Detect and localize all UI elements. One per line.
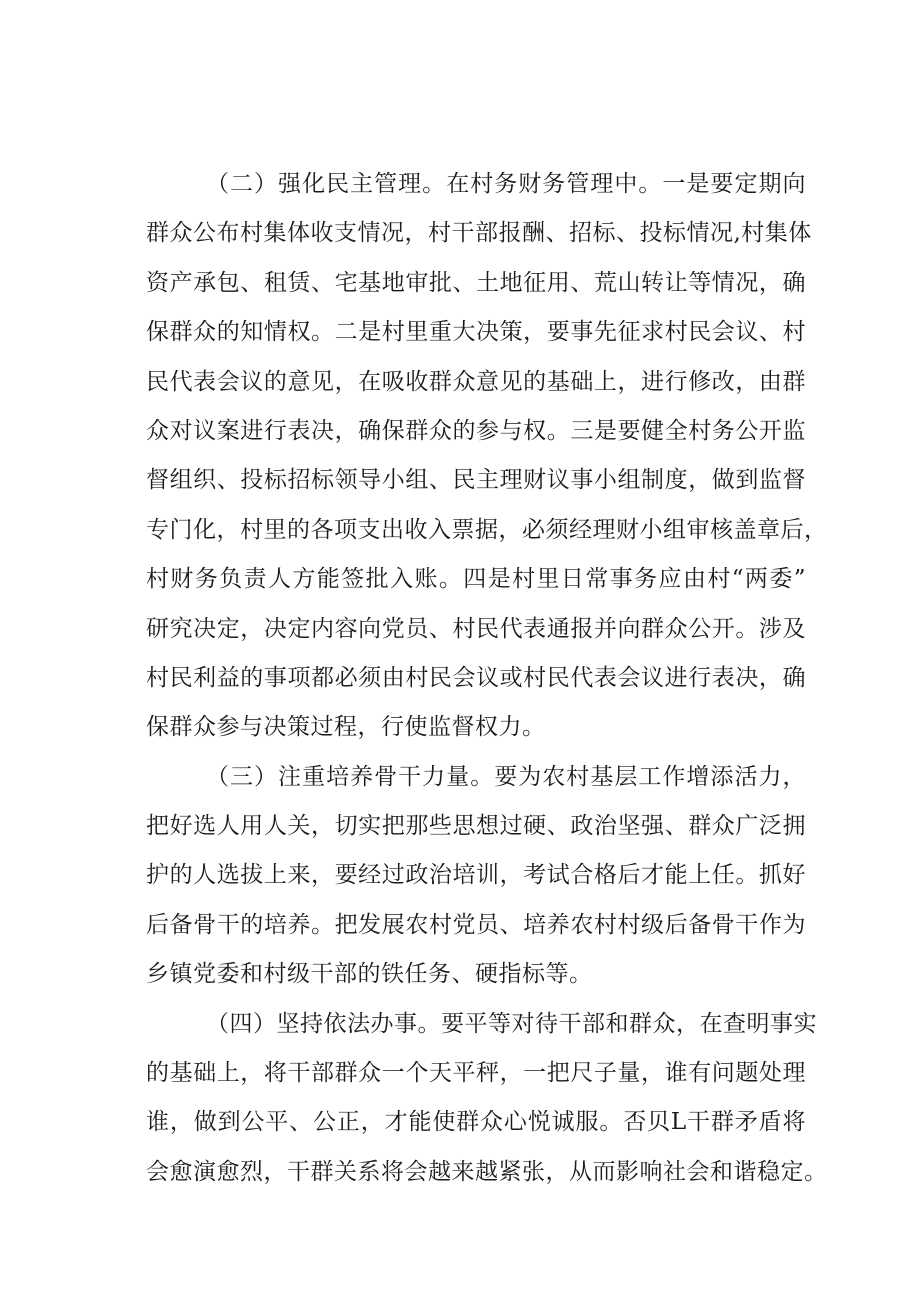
text-line: 后备骨干的培养。把发展农村党员、培养农村村级后备骨干作为 bbox=[146, 911, 806, 938]
text-line: 把好选人用人关，切实把那些思想过硬、政治坚强、群众广泛拥 bbox=[146, 813, 806, 840]
text-line: 督组织、投标招标领导小组、民主理财议事小组制度，做到监督 bbox=[146, 467, 806, 494]
text-line: （四）坚持依法办事。要平等对待干部和群众，在查明事实 bbox=[206, 1010, 817, 1037]
text-line: 村民利益的事项都必须由村民会议或村民代表会议进行表决，确 bbox=[146, 664, 806, 691]
text-line: 民代表会议的意见，在吸收群众意见的基础上，进行修改，由群 bbox=[146, 368, 806, 395]
paragraph-act-according-to-law bbox=[146, 1000, 828, 1198]
text-line: 群众公布村集体收支情况，村干部报酬、招标、投标情况,村集体 bbox=[146, 220, 812, 247]
text-line: 村财务负责人方能签批入账。四是村里日常事务应由村“两委” bbox=[146, 566, 806, 593]
text-line: 谁，做到公平、公正，才能使群众心悦诚服。否贝L干群矛盾将 bbox=[146, 1109, 806, 1136]
text-line: 专门化，村里的各项支出收入票据，必须经理财小组审核盖章后， bbox=[146, 516, 828, 543]
paragraph-strengthen-democratic-management bbox=[146, 160, 828, 753]
text-line: 保群众的知情权。二是村里重大决策，要事先征求村民会议、村 bbox=[146, 319, 806, 346]
text-line: 研究决定，决定内容向党员、村民代表通报并向群众公开。涉及 bbox=[146, 615, 806, 642]
text-line: 众对议案进行表决，确保群众的参与权。三是要健全村务公开监 bbox=[146, 417, 806, 444]
text-line: 保群众参与决策过程，行使监督权力。 bbox=[146, 714, 546, 741]
paragraph-cultivate-backbone-forces bbox=[146, 753, 806, 1000]
text-line: 乡镇党委和村级干部的铁任务、硬指标等。 bbox=[146, 961, 593, 988]
text-line: 资产承包、租赁、宅基地审批、土地征用、荒山转让等情况，确 bbox=[146, 269, 806, 296]
document-body bbox=[146, 160, 828, 1197]
text-line: 护的人选拔上来，要经过政治培训，考试合格后才能上任。抓好 bbox=[146, 862, 806, 889]
text-line: 的基础上，将干部群众一个天平秤，一把尺子量，谁有问题处理 bbox=[146, 1060, 806, 1087]
text-line: （三）注重培养骨干力量。要为农村基层工作增添活力， bbox=[206, 763, 806, 790]
text-line: （二）强化民主管理。在村务财务管理中。一是要定期向 bbox=[206, 171, 806, 197]
text-line: 会愈演愈烈，干群关系将会越来越紧张，从而影响社会和谐稳定。 bbox=[146, 1158, 828, 1185]
